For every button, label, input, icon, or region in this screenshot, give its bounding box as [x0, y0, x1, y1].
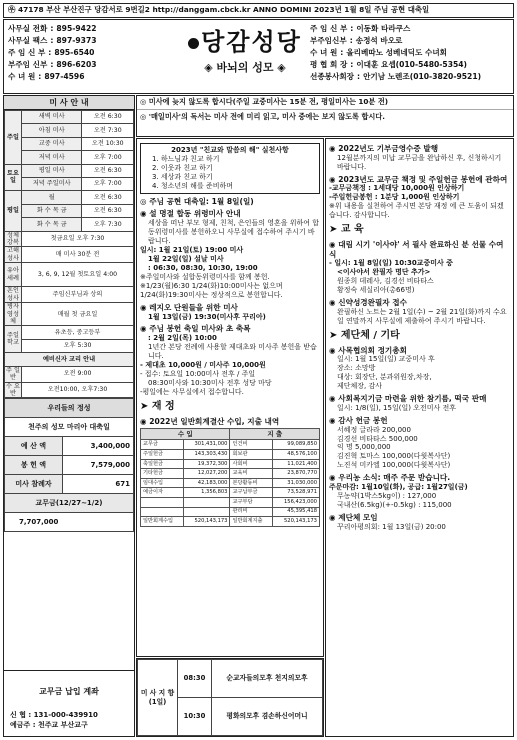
table-row: 병자영성체 매월 첫 금요일 [5, 303, 134, 326]
table-row: 유아세례 3, 6, 9, 12월 첫토요일 4:00 [5, 263, 134, 287]
mass-schedule-title: 미 사 안 내 [4, 96, 134, 110]
table-row: 저녁 미사 오후 7:00 [5, 151, 134, 164]
header [3, 19, 514, 94]
table-row: 교중 미사 오전 10:30 [5, 137, 134, 150]
table-row: 임대수입 42,183,000 본당활동비 31,030,000 [141, 478, 320, 488]
table-row: 주일학교 유초등, 중고등부 [5, 326, 134, 339]
mass-schedule-table [4, 110, 134, 398]
account-info: 교무금 납입 계좌 신 협 : 131-000-439910 예금주 : 천주교 부산교구 [4, 670, 134, 736]
table-row: 예금이자 1,356,803 교구납부금 73,528,971 [141, 488, 320, 498]
table-row: 고해성사 매 미사 30분 전 [5, 247, 134, 263]
table-row: 예비신자 교리 안내 [5, 353, 134, 366]
table-row: 교무금 301,431,000 인건비 99,089,850 [141, 440, 320, 450]
finance-heading: ➤ 재 정 [140, 400, 175, 412]
right-column: ◉ 2022년도 기부금영수증 발행 12월분까지의 미납 교무금을 완납하신 후, 신청하시기 바랍니다. ◉ 2023년도 교무금 책정 및 주일헌금 봉헌에 관하여 -교무금책정 : 1세대당 10,000원 인상하기 -주일헌금봉헌 : 1분당 1,000원 인상하기 ※위 내용을 실천하여 주시면 본당 재정 에 큰 도움이 되겠습니다. 감사합니다. ➤ 교 육 ◉ 대림 시기 '이사야' 서 필사 완료하신 분 선물 수여식 - 일시: 1월 8일(일) 10:30교중미사 중 <이사야서 완필자 명단 추가> 원종희 데레사, 김경선 비타타스 황정숙 세실리아(총66명) ◉ 신약성경완필자 접수 완필하신 노트는 2월 1일(수) ~ 2월 21일(화)까지 수요일 연말까지 사무실에 제출하여 주시기 바랍니다. ➤ 제단체 / 기타 ◉ 사목협의회 정기총회 일시: 1월 15일(일) 교중미사 후 장소: 소망방 대상: 회장단, 분과위원장,차장, 제단체장, 감사 ◉ 사회복지기금 마련을 위한 참기름, 떡국 판매 일시: 1/8(일), 15일(일) 오전미사 전후 ◉ 감사 헌금 봉헌 서혜정 글라라 200,000 김경선 비타타스 500,000 익 명 5,000,000 김진혁 토마스 100,000(다윗복사단) 노진석 미카엘 100,000(다윗복사단) ◉ 우리농 소식: 매주 주문 받습니다. 주문마감: 1월10일(화), 공급: 1월27일(금) 무농약(1박스5kg이) : 127,000 국내산(6.5kg)(+-0.5kg) : 115,000 ◉ 제단체 모임 꾸리아평의회: 1월 13일(금) 20:00 [325, 138, 514, 737]
left-column [3, 95, 135, 737]
settlement-table: 수 입 지 출 교무금 301,431,000 인건비 99,089,850 주일헌금 143,303,430 회보관 48,576,100 축일헌금 19,372,300 사회비 11,021,400 기타헌금 12,027,200 교육비 23,870,770 임대수입 42,183,000 본당활동비 31,030,000 예금이자 1,356,803 교구납부금 73,528,971 교구부담 156,423,000 관리비 45,395,418 일반회계수입 520,143,173 일반회계지출 520,143,173 [140, 428, 320, 526]
education-heading: ➤ 교 육 [329, 224, 364, 236]
table-row: 봉 헌 액 7,579,000 [5, 456, 134, 475]
table-row: 관리비 45,395,418 [141, 507, 320, 517]
top-bar [3, 3, 514, 18]
table-row: 미사 참례자 671 [5, 475, 134, 494]
table-row: 평일 월 오전 6:30 [5, 191, 134, 204]
notice-line: ◎ 미사에 늦지 않도록 합시다(주일 교중미사는 15분 전, 평일미사는 10분 전) [137, 96, 513, 110]
middle-column: 2023년 "친교와 말씀의 해" 실천사항 1. 하느님과 친교 하기 2. 이웃과 친교 하기 3. 세상과 친교 하기 4. 청소년의 해를 준비하며 ◎ 주님 공현 대축일: 1월 8일(일) ◉ 설 명절 합동 위령미사 안내 세상을 떠난 부모 형제, 친척, 은인들의 영혼을 위하여 합동위령미사를 봉헌하오니 사무실에 접수하여 주시기 바랍니다. 일시: 1월 21일(토) 19:00 미사 1월 22일(일) 설날 미사 : 06:30, 08:30, 10:30, 19:00 ※주일미사와 설합동위령미사를 함께 봉헌. ※1/23(월)6:30 1/24(화)10:00미사는 없으며 1/24(화)19:30미사는 정상적으로 봉헌합니다. ◉ 레지오 단원들을 위한 미사 1월 13일(금) 19:30(미사후 꾸리아) ◉ 주님 봉헌 축일 미사와 초 축복 : 2월 2일(목) 10:00 1년간 본당 전례에 사용할 제대초와 미사주 봉헌을 받습니다. - 제대초 10,000원 / 미사주 10,000원 - 접수: 토요일 10:00미사 전후 / 주일 08:30미사와 10:30미사 전후 성당 마당 -평일에는 사무실에서 접수합니다. ➤ 재 정 ◉ 2022년 일반회계결산 수입, 지출 내역 수 입 지 출 교무금 301,431,000 인건비 99,089,850 주일헌금 143,303,430 회보관 48,576,100 축일헌금 19,372,300 사회비 11,021,400 기타헌금 12,027,200 교육비 23,870,770 임대수입 42,183,000 본당활동비 31,030,000 예금이자 1,356,803 교구납부금 73,528,971 교구부담 156,423,000 관리비 45,395,418 일반회계수입 520,143,173 일반회계지출 520,143,173 [136, 138, 324, 657]
table-row: 기타헌금 12,027,200 교육비 23,870,770 [141, 469, 320, 479]
homepage-link[interactable]: http://danggam.cbck.kr [152, 5, 251, 15]
masthead [187, 22, 303, 92]
table-row: 저녁 주일미사 오후 7:00 [5, 177, 134, 190]
mass-intention: 미 사 지 향 (1일) 08:30 순교자들의모후 천지의모후 10:30 평화의모후 겸손하신어머니 [136, 658, 324, 737]
contact-info: 사무실 전화 : 895-9422 사무실 팩스 : 897-9373 주 임 신 부 : 895-6540 부주임 신부 : 896-6203 수 녀 원 : 897-4596 [8, 24, 97, 82]
table-row: 수 요 반 오전10:00, 오후7:30 [5, 382, 134, 398]
table-row: 혼인성사 주임신부님과 상의 [5, 287, 134, 303]
staff-info: 주 임 신 부 : 이동화 타라쿠스 부주임신부 : 송정석 바오로 수 녀 원 : 올리베따노 성베네딕도 수녀회 평 협 회 장 : 이대훈 요셉(010-5480-5354) 선종봉사회장 : 안기남 노렌조(010-3820-9521) [310, 24, 482, 82]
parish-name: 당감성당 [201, 28, 302, 56]
notice-box [136, 95, 514, 137]
table-row: 축일헌금 19,372,300 사회비 11,021,400 [141, 459, 320, 469]
table-row: 오후 5:30 [5, 339, 134, 352]
table-row: 일반회계수입 520,143,173 일반회계지출 520,143,173 [141, 517, 320, 527]
table-row: 교구부담 156,423,000 [141, 497, 320, 507]
issue-date: 2023년 1월 8일 주님 공현 대축일 [314, 5, 430, 15]
table-row: 아침 미사 오전 7:30 [5, 124, 134, 137]
table-row: 주 일 반 오전 9:00 [5, 366, 134, 382]
table-row: 예 산 액 3,400,000 [5, 437, 134, 456]
motto-box: 2023년 "친교와 말씀의 해" 실천사항 1. 하느님과 친교 하기 2. 이웃과 친교 하기 3. 세상과 친교 하기 4. 청소년의 해를 준비하며 [140, 143, 320, 194]
offering-table: 우리들의 정성 천주의 성모 마리아 대축일 예 산 액 3,400,000 봉 헌 액 7,579,000 미사 참례자 671 교무금(12/27~1/2) 7,707,000 [4, 398, 134, 532]
table-row: 화 수 목 금 오전 6:30 [5, 204, 134, 217]
address: ㉾ 47178 부산 부산진구 당감서로 9번길2 [8, 5, 150, 15]
table-row: 주일헌금 143,303,430 회보관 48,576,100 [141, 449, 320, 459]
logo-icon [188, 38, 199, 49]
anno-domini: ANNO DOMINI [253, 5, 312, 15]
groups-heading: ➤ 제단체 / 기타 [329, 329, 400, 341]
table-row: 성체강복 첫금요일 오후 7:30 [5, 231, 134, 247]
notice-line: ◎ '매일미사'의 독서는 미사 전에 미리 읽고, 미사 중에는 보지 않도록 합시다. [140, 111, 386, 121]
patron-name: ◈ 바뇌의 성모 ◈ [204, 60, 286, 74]
table-row: 화 수 목 금 오후 7:30 [5, 218, 134, 231]
table-row: 토요일 평일 미사 오전 6:30 [5, 164, 134, 177]
table-row: 주일 새벽 미사 오전 6:30 [5, 111, 134, 124]
